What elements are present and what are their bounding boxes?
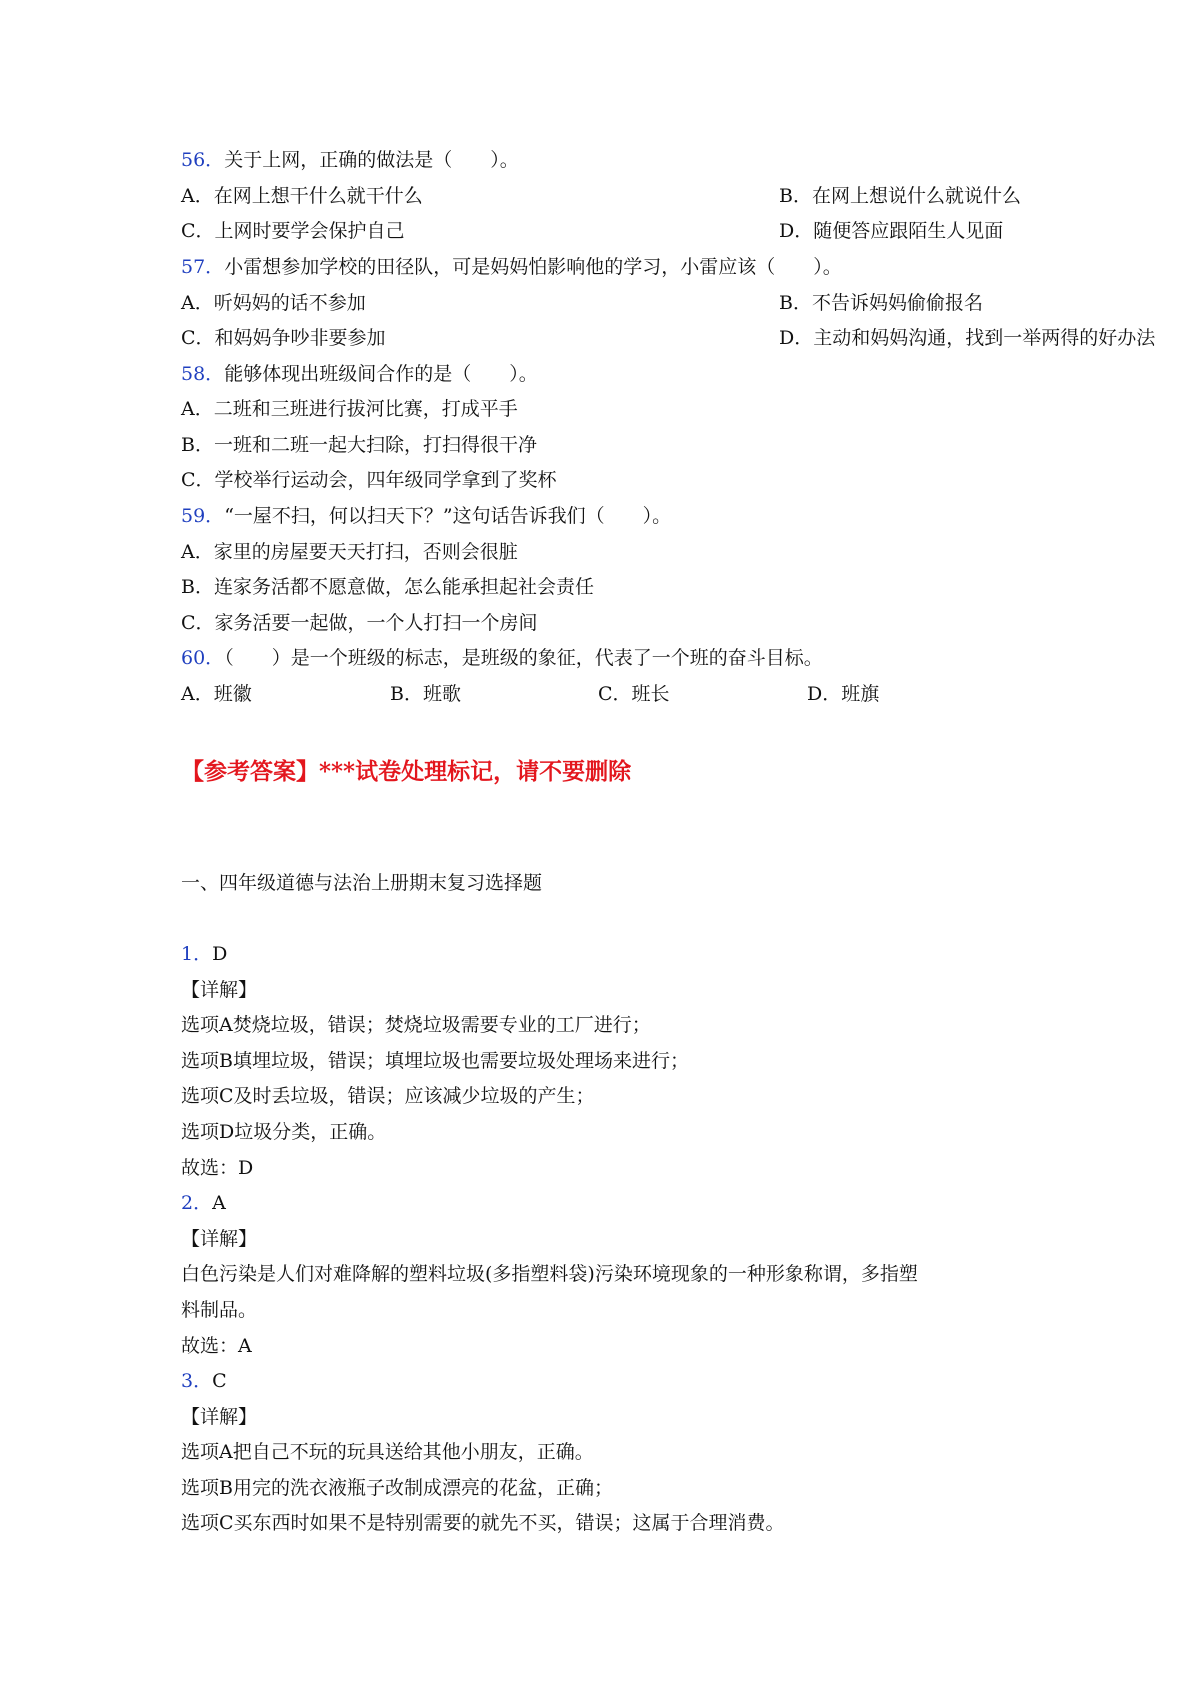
question-stem: 能够体现出班级间合作的是（ ）。 (224, 363, 538, 385)
question-56 (181, 148, 519, 172)
question-stem: 关于上网，正确的做法是（ ）。 (224, 149, 519, 171)
option-b: B．不告诉妈妈偷偷报名 (779, 292, 983, 314)
option-a: A．家里的房屋要天天打扫，否则会很脏 (181, 541, 518, 563)
question-number: 58． (181, 363, 225, 385)
question-number: 57． (181, 256, 225, 278)
option-a: A．在网上想干什么就干什么 (181, 185, 423, 207)
detail-line: 选项C及时丢垃圾，错误；应该减少垃圾的产生； (181, 1085, 595, 1107)
answer-value: C (212, 1370, 227, 1392)
detail-line: 白色污染是人们对难降解的塑料垃圾(多指塑料袋)污染环境现象的一种形象称谓，多指塑 (181, 1263, 918, 1285)
option-a: A．班徽 (181, 683, 252, 705)
option-c: C．班长 (598, 683, 670, 705)
detail-line: 故选：A (181, 1335, 252, 1357)
detail-line: 选项C买东西时如果不是特别需要的就先不买，错误；这属于合理消费。 (181, 1512, 785, 1534)
answer-value: D (212, 943, 228, 965)
question-59 (181, 504, 671, 528)
answer-1 (181, 942, 227, 966)
option-c: C．学校举行运动会，四年级同学拿到了奖杯 (181, 469, 557, 491)
option-c: C．上网时要学会保护自己 (181, 220, 405, 242)
answer-3 (181, 1369, 227, 1393)
question-60 (181, 646, 823, 670)
answer-2 (181, 1191, 226, 1215)
question-stem: “一屋不扫，何以扫天下？”这句话告诉我们（ ）。 (224, 505, 672, 527)
option-b: B．连家务活都不愿意做，怎么能承担起社会责任 (181, 576, 594, 598)
answer-number: 3． (181, 1370, 213, 1392)
option-b: B．一班和二班一起大扫除，打扫得很干净 (181, 434, 537, 456)
option-row (181, 184, 1021, 208)
question-stem: （ ）是一个班级的标志，是班级的象征，代表了一个班的奋斗目标。 (224, 647, 823, 669)
detail-line: 故选：D (181, 1157, 254, 1179)
option-a: A．听妈妈的话不参加 (181, 292, 366, 314)
detail-line: 选项A把自己不玩的玩具送给其他小朋友，正确。 (181, 1441, 594, 1463)
question-stem: 小雷想参加学校的田径队，可是妈妈怕影响他的学习，小雷应该（ ）。 (224, 256, 842, 278)
detail-line: 选项D垃圾分类，正确。 (181, 1121, 387, 1143)
option-c: C．和妈妈争吵非要参加 (181, 327, 386, 349)
question-number: 60． (181, 647, 225, 669)
answer-key-header: 【参考答案】***试卷处理标记，请不要删除 (181, 758, 632, 785)
question-58 (181, 362, 538, 386)
option-c: C．家务活要一起做，一个人打扫一个房间 (181, 612, 538, 634)
answer-number: 1． (181, 943, 213, 965)
detail-line: 料制品。 (181, 1299, 258, 1321)
detail-line: 选项A焚烧垃圾，错误；焚烧垃圾需要专业的工厂进行； (181, 1014, 651, 1036)
detail-label: 【详解】 (181, 1406, 258, 1428)
option-b: B．在网上想说什么就说什么 (779, 185, 1021, 207)
section-title: 一、四年级道德与法治上册期末复习选择题 (181, 872, 543, 894)
answer-value: A (212, 1192, 226, 1214)
option-d: D．班旗 (807, 683, 880, 705)
option-d: D．主动和妈妈沟通，找到一举两得的好办法 (779, 327, 1156, 349)
question-number: 56． (181, 149, 225, 171)
option-a: A．二班和三班进行拔河比赛，打成平手 (181, 398, 518, 420)
option-row (181, 219, 1004, 243)
detail-label: 【详解】 (181, 1228, 258, 1250)
option-row (181, 326, 1156, 350)
option-d: D．随便答应跟陌生人见面 (779, 220, 1004, 242)
question-57 (181, 255, 842, 279)
option-b: B．班歌 (390, 683, 461, 705)
detail-line: 选项B填埋垃圾，错误；填埋垃圾也需要垃圾处理场来进行； (181, 1050, 689, 1072)
detail-line: 选项B用完的洗衣液瓶子改制成漂亮的花盆，正确； (181, 1477, 613, 1499)
detail-label: 【详解】 (181, 979, 258, 1001)
question-number: 59． (181, 505, 225, 527)
option-row (181, 291, 983, 315)
answer-number: 2． (181, 1192, 213, 1214)
